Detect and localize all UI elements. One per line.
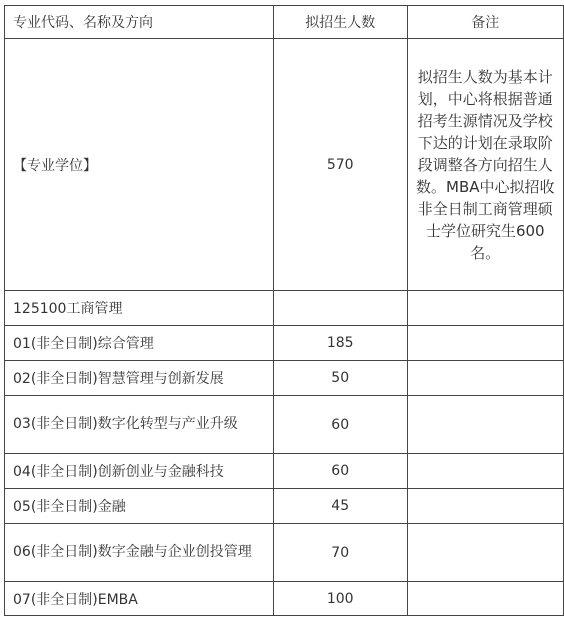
row-name: 04(非全日制)创新创业与金融科技: [5, 454, 274, 489]
row-remark: [407, 582, 563, 616]
row-remark: [407, 396, 563, 454]
table-row: [5, 489, 564, 524]
row-count: 60: [273, 454, 407, 489]
row-name: 03(非全日制)数字化转型与产业升级: [5, 396, 274, 454]
table-row: [5, 524, 564, 582]
row-remark: [407, 454, 563, 489]
row-count: 70: [273, 524, 407, 582]
table-row: [5, 326, 564, 361]
row-count: 185: [273, 326, 407, 361]
row-name: 125100工商管理: [5, 291, 274, 326]
row-count: 60: [273, 396, 407, 454]
row-name: 【专业学位】: [5, 39, 274, 291]
row-remark: 拟招生人数为基本计划，中心将根据普通招考生源情况及学校下达的计划在录取阶段调整各方向招生人数。MBA中心拟招收非全日制工商管理硕士学位研究生600名。: [407, 39, 563, 291]
row-name: 02(非全日制)智慧管理与创新发展: [5, 361, 274, 396]
row-remark: [407, 489, 563, 524]
enrollment-table: [4, 5, 564, 616]
row-name: 05(非全日制)金融: [5, 489, 274, 524]
row-name: 06(非全日制)数字金融与企业创投管理: [5, 524, 274, 582]
header-count: 拟招生人数: [273, 6, 407, 39]
row-count: 50: [273, 361, 407, 396]
table-row: [5, 39, 564, 291]
table-row: [5, 396, 564, 454]
row-name: 01(非全日制)综合管理: [5, 326, 274, 361]
row-remark: [407, 524, 563, 582]
row-count: [273, 291, 407, 326]
row-count: 45: [273, 489, 407, 524]
table-row: [5, 582, 564, 616]
table-row: [5, 361, 564, 396]
row-count: 100: [273, 582, 407, 616]
row-name: 07(非全日制)EMBA: [5, 582, 274, 616]
row-remark: [407, 326, 563, 361]
row-remark: [407, 361, 563, 396]
row-count: 570: [273, 39, 407, 291]
header-major: 专业代码、名称及方向: [5, 6, 274, 39]
header-remark: 备注: [407, 6, 563, 39]
table-row: [5, 454, 564, 489]
row-remark: [407, 291, 563, 326]
table-row: [5, 291, 564, 326]
table-header-row: [5, 6, 564, 39]
